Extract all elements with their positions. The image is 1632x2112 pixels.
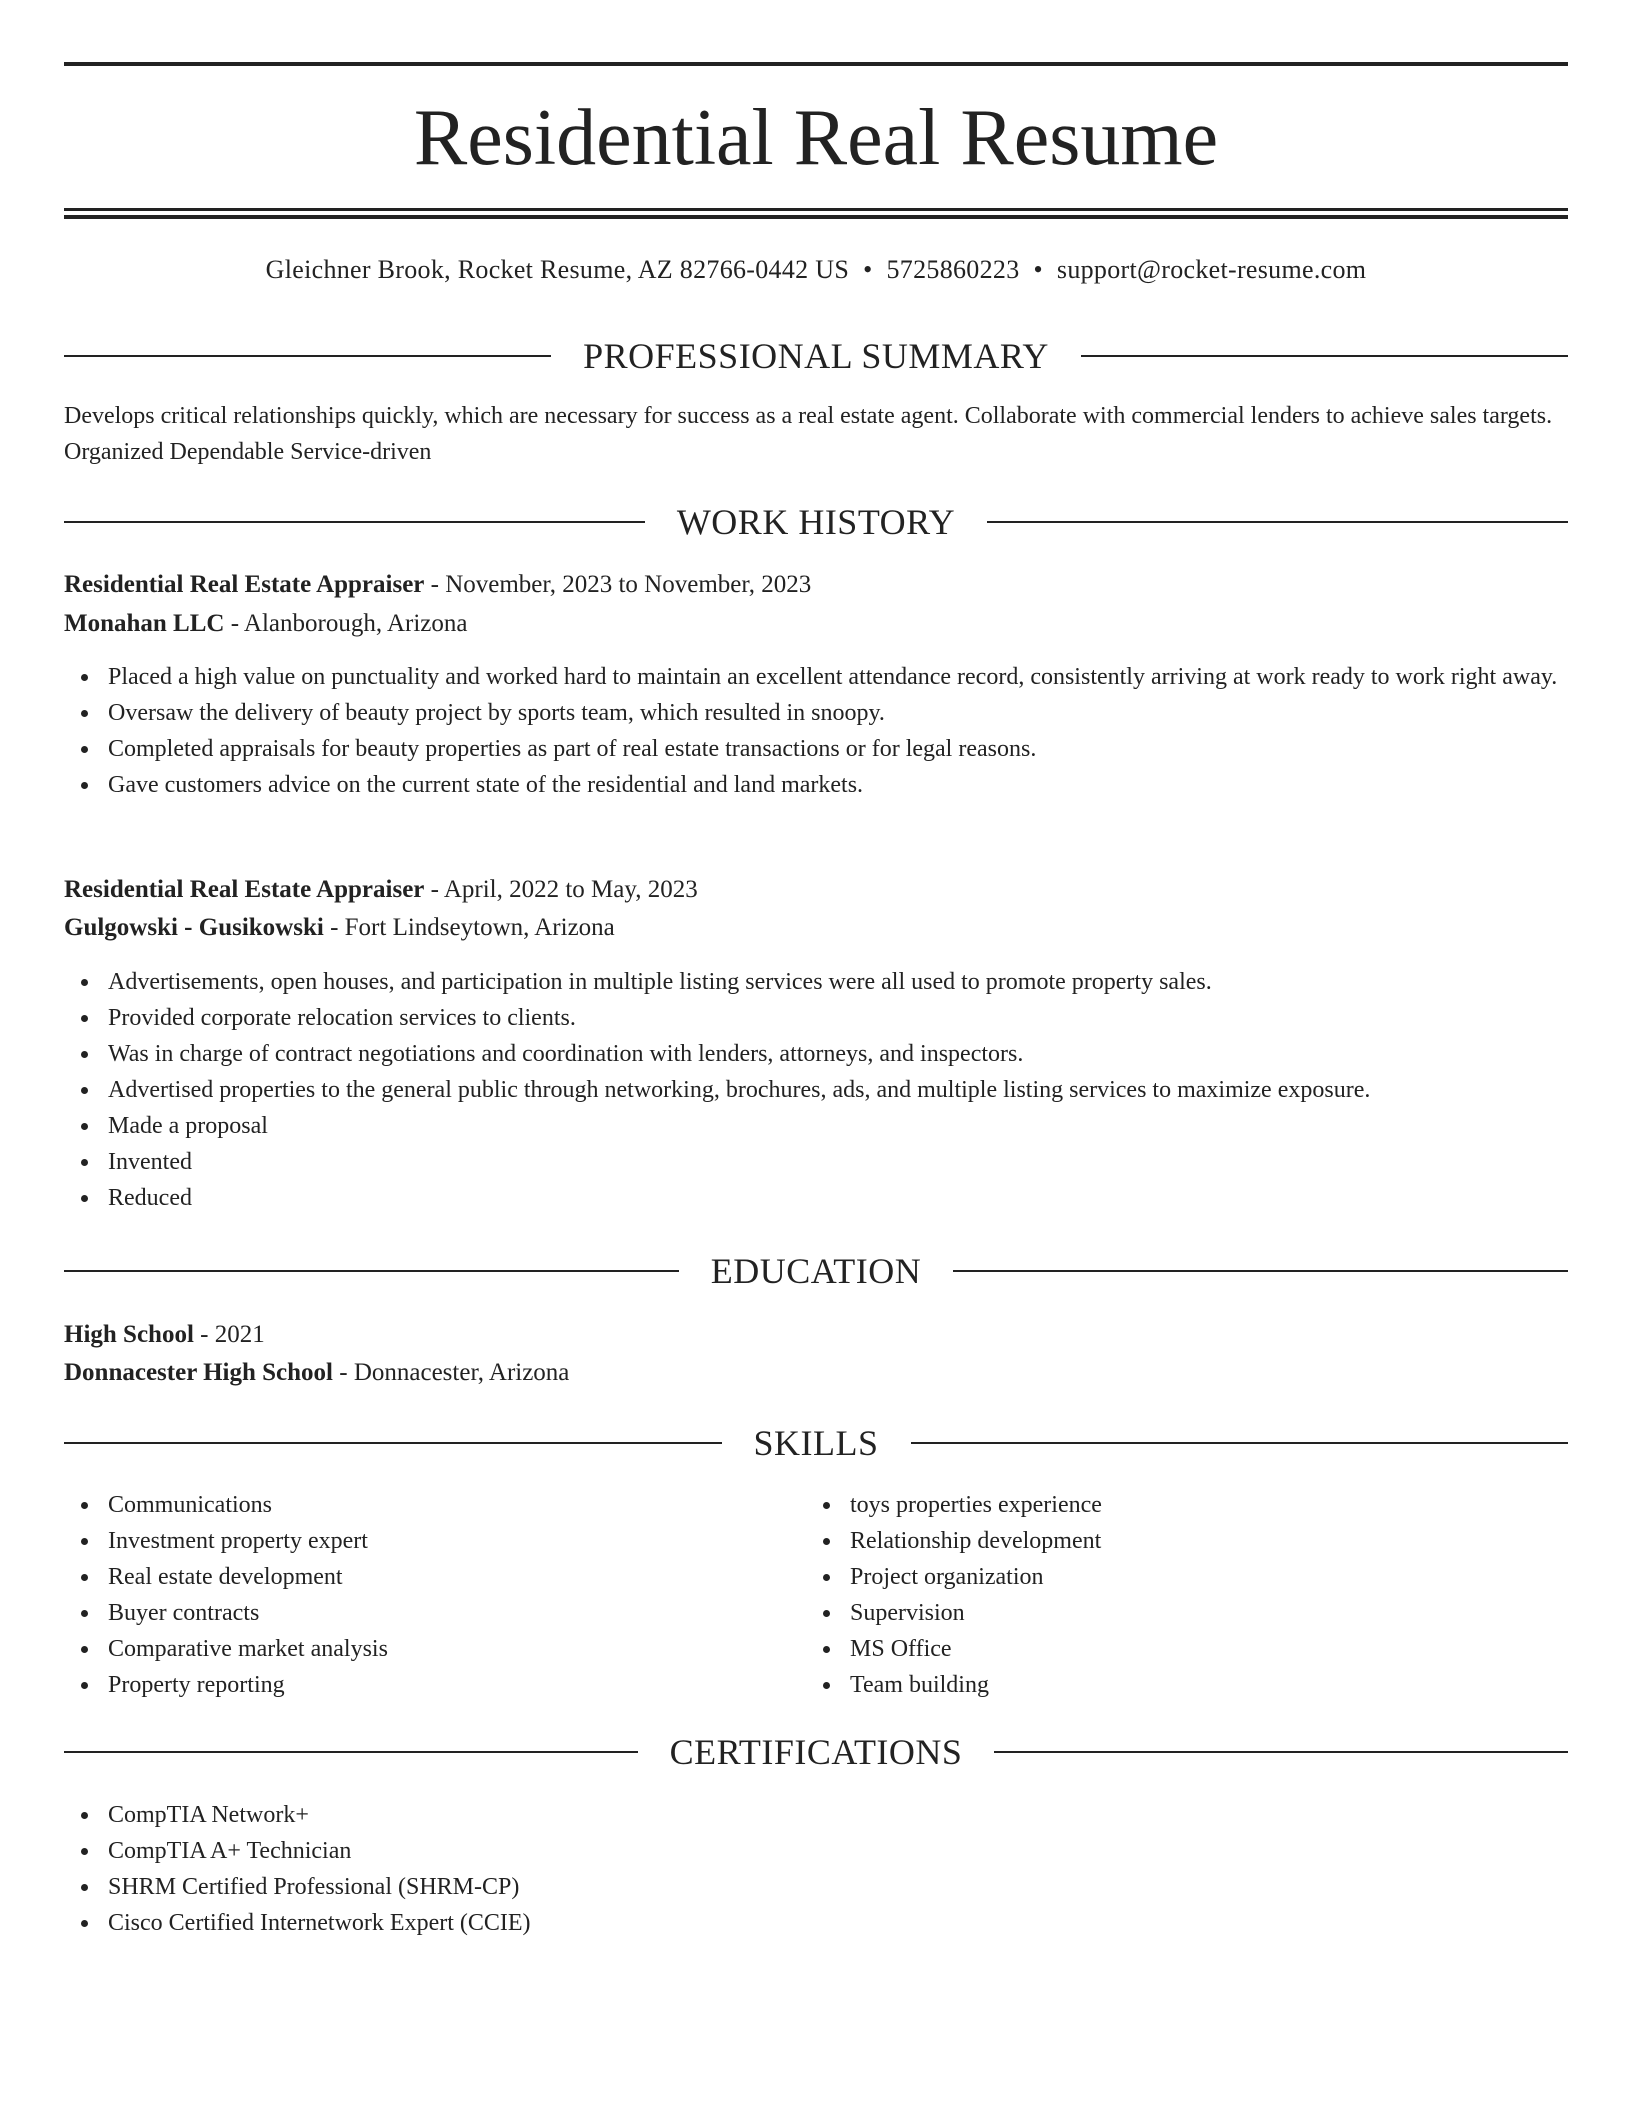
job-title: Residential Real Estate Appraiser <box>64 876 425 903</box>
job-title-line <box>64 872 1568 908</box>
top-rule <box>64 62 1568 66</box>
heading-rule-right <box>911 1442 1569 1444</box>
education-degree: High School <box>64 1321 194 1348</box>
work-history-heading <box>64 500 1568 544</box>
summary-text: Develops critical relationships quickly, which are necessary for success as a real estate agent. Collaborate with commercial lenders to achieve sales targets. Organized Dependable Service-driven <box>64 403 1553 465</box>
certifications-list <box>64 1797 1568 1941</box>
skill-item: Comparative market analysis <box>64 1631 764 1667</box>
contact-line <box>64 253 1568 287</box>
list-item: Placed a high value on punctuality and worked hard to maintain an excellent attendance record, consistently arriving at work ready to work right away. <box>64 659 1568 695</box>
skill-item: Real estate development <box>64 1559 764 1595</box>
skill-item: Communications <box>64 1487 764 1523</box>
contact-address: Gleichner Brook, Rocket Resume, AZ 82766-0442 US <box>265 255 850 284</box>
section-title: WORK HISTORY <box>676 502 956 542</box>
section-title: CERTIFICATIONS <box>669 1732 963 1772</box>
heading-rule-right <box>987 521 1568 523</box>
skill-item: toys properties experience <box>806 1487 1506 1523</box>
list-item: Advertised properties to the general public through networking, brochures, ads, and multiple listing services to maximize exposure. <box>64 1072 1568 1108</box>
skill-item: Investment property expert <box>64 1523 764 1559</box>
heading-rule-left <box>64 1751 638 1753</box>
job-title: Residential Real Estate Appraiser <box>64 571 425 598</box>
job-company: Monahan LLC <box>64 610 225 637</box>
list-item: Invented <box>64 1144 1568 1180</box>
certification-item: CompTIA Network+ <box>64 1797 1568 1833</box>
education-heading <box>64 1249 1568 1293</box>
list-item: Gave customers advice on the current state of the residential and land markets. <box>64 767 1568 803</box>
certification-item: CompTIA A+ Technician <box>64 1833 1568 1869</box>
contact-separator: • <box>1033 255 1043 284</box>
list-item: Was in charge of contract negotiations and coordination with lenders, attorneys, and inspectors. <box>64 1036 1568 1072</box>
list-item: Completed appraisals for beauty properties as part of real estate transactions or for legal reasons. <box>64 731 1568 767</box>
list-item: Reduced <box>64 1180 1568 1216</box>
skill-item: Buyer contracts <box>64 1595 764 1631</box>
skill-item: Team building <box>806 1667 1506 1703</box>
skills-list-left <box>64 1487 764 1703</box>
job-dates: - November, 2023 to November, 2023 <box>424 571 812 598</box>
education-school: Donnacester High School <box>64 1359 333 1386</box>
education-location: - Donnacester, Arizona <box>333 1359 570 1386</box>
certification-item: SHRM Certified Professional (SHRM-CP) <box>64 1869 1568 1905</box>
section-title: PROFESSIONAL SUMMARY <box>583 336 1049 376</box>
education-degree-line <box>64 1317 1568 1353</box>
education-year: - 2021 <box>193 1321 265 1348</box>
heading-rule-right <box>994 1751 1568 1753</box>
title-rule-upper <box>64 208 1568 211</box>
job-dates: - April, 2022 to May, 2023 <box>424 876 698 903</box>
contact-separator: • <box>863 255 873 284</box>
list-item: Advertisements, open houses, and participation in multiple listing services were all used to promote property sales. <box>64 964 1568 1000</box>
heading-rule-left <box>64 1270 679 1272</box>
skills-heading <box>64 1421 1568 1465</box>
job-bullets <box>64 964 1568 1216</box>
job-title-line <box>64 567 1568 603</box>
heading-rule-left <box>64 1442 722 1444</box>
list-item: Oversaw the delivery of beauty project by sports team, which resulted in snoopy. <box>64 695 1568 731</box>
resume-name: Residential Real Resume <box>413 94 1219 182</box>
heading-rule-right <box>1081 355 1568 357</box>
skills-list-right <box>806 1487 1506 1703</box>
skill-item: Property reporting <box>64 1667 764 1703</box>
skill-item: Project organization <box>806 1559 1506 1595</box>
skill-item: Relationship development <box>806 1523 1506 1559</box>
job-company: Gulgowski - Gusikowski <box>64 914 324 941</box>
job-bullets <box>64 659 1568 803</box>
job-company-line <box>64 910 1568 946</box>
list-item: Provided corporate relocation services to clients. <box>64 1000 1568 1036</box>
skill-item: Supervision <box>806 1595 1506 1631</box>
certifications-heading <box>64 1730 1568 1774</box>
title-rule-lower <box>64 215 1568 219</box>
education-school-line <box>64 1355 1568 1391</box>
job-location: - Fort Lindseytown, Arizona <box>323 914 615 941</box>
heading-rule-left <box>64 521 645 523</box>
section-title: EDUCATION <box>710 1251 922 1291</box>
job-location: - Alanborough, Arizona <box>224 610 468 637</box>
certification-item: Cisco Certified Internetwork Expert (CCIE) <box>64 1905 1568 1941</box>
section-title: SKILLS <box>753 1423 879 1463</box>
contact-email: support@rocket-resume.com <box>1056 255 1367 284</box>
contact-phone: 5725860223 <box>886 255 1020 284</box>
list-item: Made a proposal <box>64 1108 1568 1144</box>
heading-rule-right <box>953 1270 1568 1272</box>
summary-heading <box>64 334 1568 378</box>
job-company-line <box>64 606 1568 642</box>
skill-item: MS Office <box>806 1631 1506 1667</box>
heading-rule-left <box>64 355 551 357</box>
